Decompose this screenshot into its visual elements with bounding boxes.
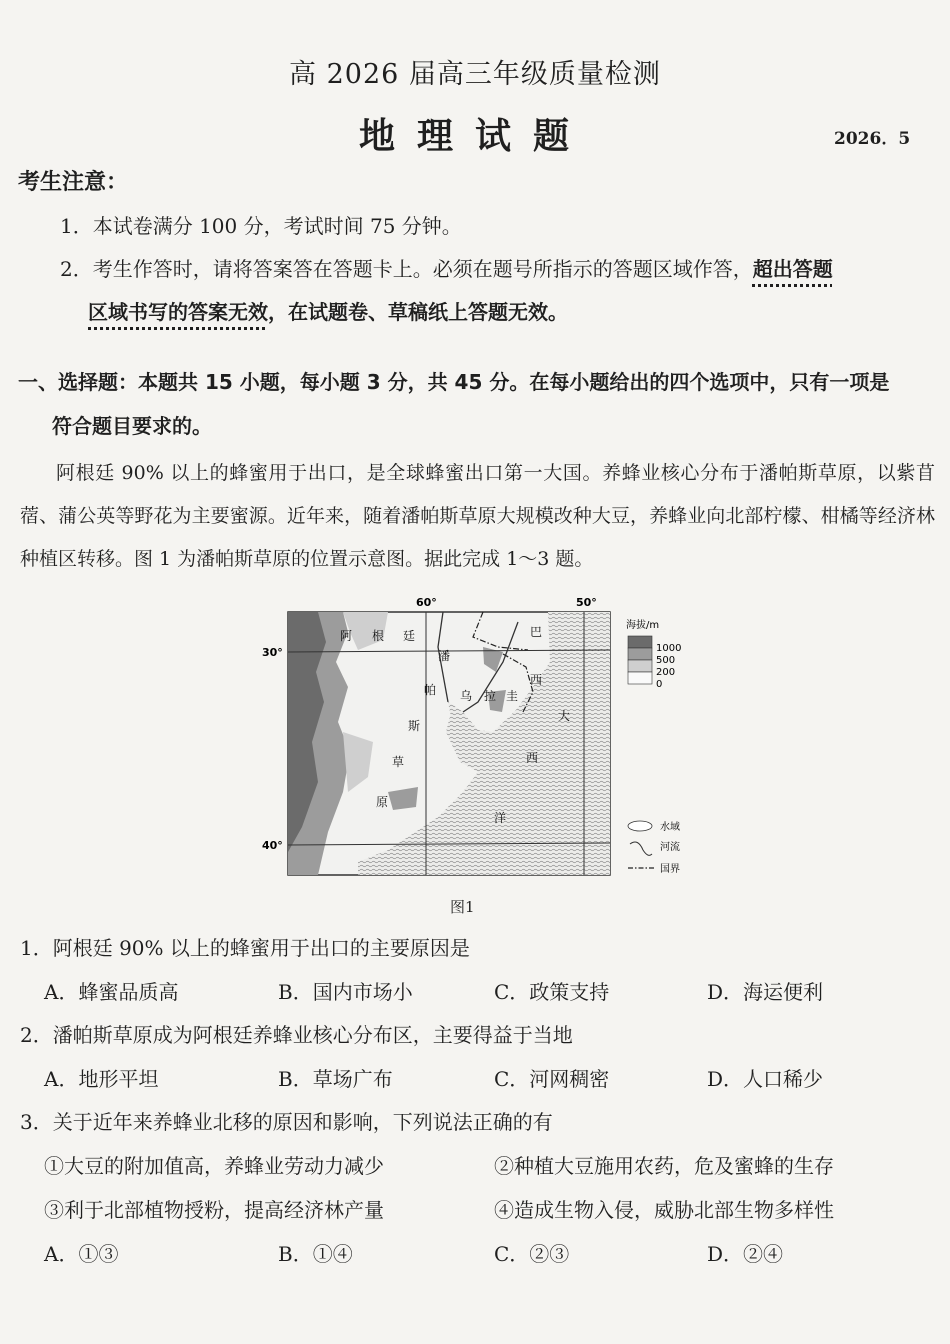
legend-level-0: 0 xyxy=(656,679,663,690)
label-brazil-1: 巴 xyxy=(530,625,543,639)
label-argentina-2: 根 xyxy=(372,629,385,643)
label-uruguay-3: 圭 xyxy=(506,689,519,703)
notice-emphasis-1: 超出答题 xyxy=(752,257,833,281)
label-pampas-2: 帕 xyxy=(424,683,437,697)
legend-level-1000: 1000 xyxy=(656,643,682,654)
exam-header: 高 2026 届高三年级质量检测 xyxy=(289,59,661,90)
question-3-option-d: D．②④ xyxy=(707,1242,784,1266)
label-atlantic-3: 洋 xyxy=(494,811,507,825)
exam-title: 地理试题 xyxy=(358,116,591,157)
question-2-option-b: B．草场广布 xyxy=(278,1067,393,1091)
label-atlantic-2: 西 xyxy=(526,751,539,765)
question-1-option-a: A．蜂蜜品质高 xyxy=(44,980,179,1004)
question-2-option-c: C．河网稠密 xyxy=(494,1067,610,1091)
legend-border: 国界 xyxy=(660,864,680,875)
lat-label-40: 40° xyxy=(262,839,283,852)
notice-item-2-rest: ，在试题卷、草稿纸上答题无效。 xyxy=(268,300,568,324)
label-brazil-2: 西 xyxy=(530,673,543,687)
notice-item-2-text: 2．考生作答时，请将答案答在答题卡上。必须在题号所指示的答题区域作答， xyxy=(60,257,753,281)
legend-swatch-low xyxy=(628,660,652,672)
question-3-statement-3: ③利于北部植物授粉，提高经济林产量 xyxy=(44,1198,384,1222)
question-3-option-c: C．②③ xyxy=(494,1242,570,1266)
label-argentina-1: 阿 xyxy=(340,629,353,643)
section-heading-cont: 符合题目要求的。 xyxy=(52,414,212,438)
pampas-map xyxy=(262,592,688,892)
river-icon xyxy=(630,842,652,855)
question-2-option-a: A．地形平坦 xyxy=(44,1067,159,1091)
water-icon xyxy=(628,821,652,831)
question-3-option-a: A．①③ xyxy=(44,1242,119,1266)
question-3-statement-1: ①大豆的附加值高，养蜂业劳动力减少 xyxy=(44,1154,384,1178)
label-atlantic-1: 大 xyxy=(558,709,571,723)
legend-swatch-high xyxy=(628,636,652,648)
label-pampas-4: 草 xyxy=(392,755,405,769)
label-pampas-1: 潘 xyxy=(438,649,451,663)
legend-river: 河流 xyxy=(660,842,680,853)
lon-label-50: 50° xyxy=(576,596,597,609)
legend-title: 海拔/m xyxy=(626,620,660,631)
question-1-option-b: B．国内市场小 xyxy=(278,980,413,1004)
legend-level-200: 200 xyxy=(656,667,676,678)
question-1-option-d: D．海运便利 xyxy=(707,980,824,1004)
legend-water: 水域 xyxy=(660,822,680,833)
notice-emphasis-2: 区域书写的答案无效 xyxy=(88,300,268,324)
question-2-stem: 2．潘帕斯草原成为阿根廷养蜂业核心分布区，主要得益于当地 xyxy=(20,1023,573,1047)
passage: 阿根廷 90% 以上的蜂蜜用于出口，是全球蜂蜜出口第一大国。养蜂业核心分布于潘帕斯草原，以紫苜蓿、蒲公英等野花为主要蜜源。近年来，随着潘帕斯草原大规模改种大豆，养蜂业向北部柠檬、柑橘等经济林种植区转移。图 1 为潘帕斯草原的位置示意图。据此完成 1～3 题。 xyxy=(20,462,935,570)
label-argentina-3: 廷 xyxy=(403,629,416,643)
question-2-option-d: D．人口稀少 xyxy=(707,1067,824,1091)
question-1-stem: 1．阿根廷 90% 以上的蜂蜜用于出口的主要原因是 xyxy=(20,936,470,960)
symbol-legend xyxy=(628,820,680,875)
label-uruguay-2: 拉 xyxy=(484,689,497,703)
label-pampas-5: 原 xyxy=(376,795,389,809)
lat-label-30: 30° xyxy=(262,646,283,659)
elevation-legend xyxy=(626,618,681,690)
figure-caption: 图1 xyxy=(450,898,475,916)
notice-item-1: 1．本试卷满分 100 分，考试时间 75 分钟。 xyxy=(60,214,462,238)
legend-swatch-plain xyxy=(628,672,652,684)
question-3-statement-2: ②种植大豆施用农药，危及蜜蜂的生存 xyxy=(494,1154,834,1178)
question-3-statement-4: ④造成生物入侵，威胁北部生物多样性 xyxy=(494,1198,834,1222)
exam-date: 2026．5 xyxy=(834,129,911,149)
label-pampas-3: 斯 xyxy=(408,719,421,733)
lon-label-60: 60° xyxy=(416,596,437,609)
notice-item-2-cont xyxy=(88,296,568,325)
section-heading: 一、选择题：本题共 15 小题，每小题 3 分，共 45 分。在每小题给出的四个选项中，只有一项是 xyxy=(18,370,890,394)
legend-swatch-mid xyxy=(628,648,652,660)
notice-heading: 考生注意： xyxy=(18,170,129,195)
question-3-option-b: B．①④ xyxy=(278,1242,353,1266)
notice-item-2 xyxy=(60,253,833,282)
question-1-option-c: C．政策支持 xyxy=(494,980,610,1004)
question-3-stem: 3．关于近年来养蜂业北移的原因和影响，下列说法正确的有 xyxy=(20,1110,553,1134)
label-uruguay-1: 乌 xyxy=(460,689,473,703)
legend-level-500: 500 xyxy=(656,655,676,666)
